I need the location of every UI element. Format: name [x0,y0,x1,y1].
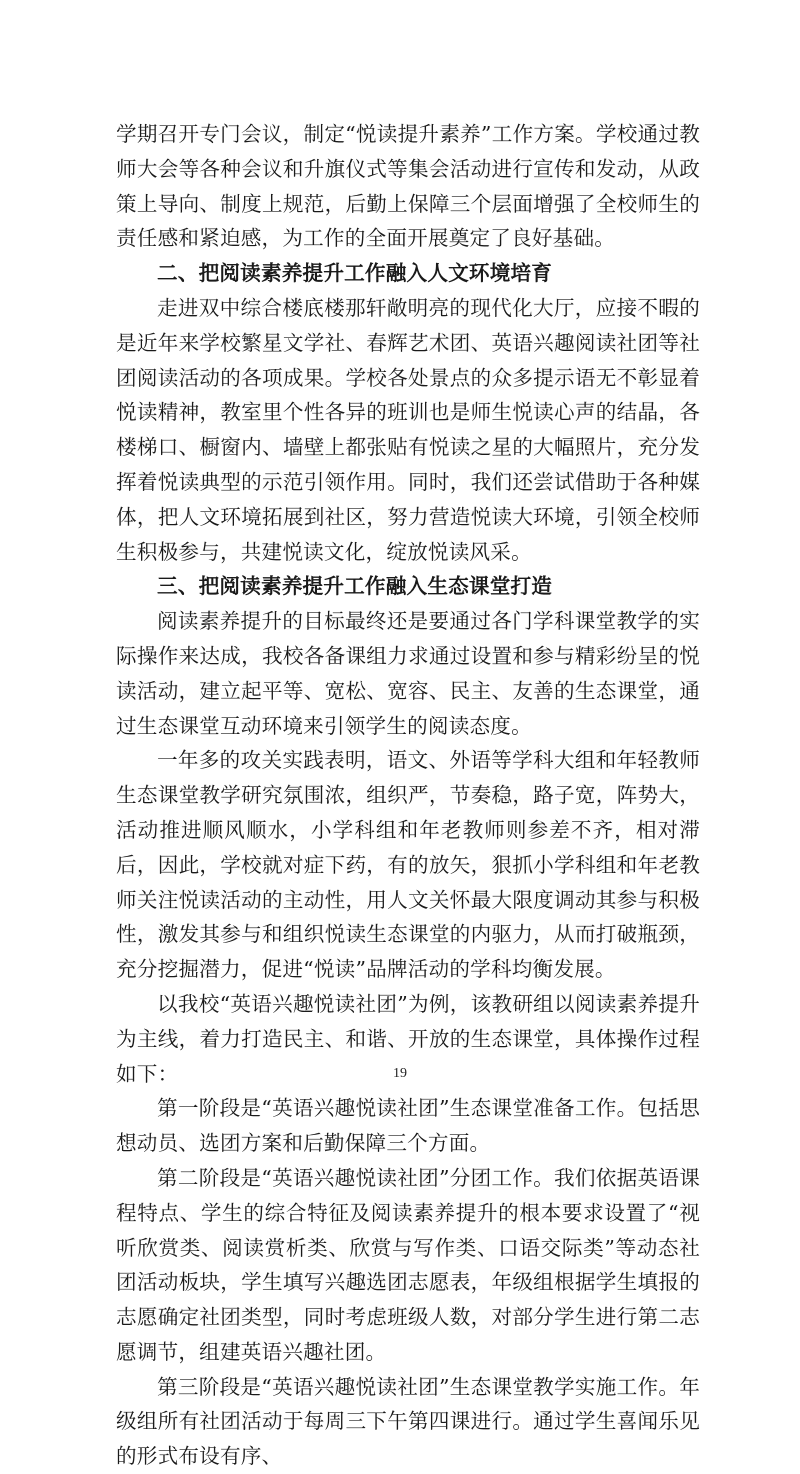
document-body [116,117,700,1474]
paragraph-1: 学期召开专门会议，制定“悦读提升素养”工作方案。学校通过教师大会等各种会议和升旗仪式等集会活动进行宣传和发动，从政策上导向、制度上规范，后勤上保障三个层面增强了全校师生的责任感和紧迫感，为工作的全面开展奠定了良好基础。 [116,122,700,251]
paragraph-4: 一年多的攻关实践表明，语文、外语等学科大组和年轻教师生态课堂教学研究氛围浓，组织严，节奏稳，路子宽，阵势大，活动推进顺风顺水，小学科组和年老教师则参差不齐，相对滞后，因此，学校就对症下药，有的放矢，狠抓小学科组和年老教师关注悦读活动的主动性，用人文关怀最大限度调动其参与积极性，激发其参与和组织悦读生态课堂的内驱力，从而打破瓶颈，充分挖掘潜力，促进“悦读”品牌活动的学科均衡发展。 [116,748,700,982]
paragraph-3: 阅读素养提升的目标最终还是要通过各门学科课堂教学的实际操作来达成，我校各备课组力求通过设置和参与精彩纷呈的悦读活动，建立起平等、宽松、宽容、民主、友善的生态课堂，通过生态课堂互动环境来引领学生的阅读态度。 [116,609,700,738]
paragraph-2: 走进双中综合楼底楼那轩敞明亮的现代化大厅，应接不暇的是近年来学校繁星文学社、春辉艺术团、英语兴趣阅读社团等社团阅读活动的各项成果。学校各处景点的众多提示语无不彰显着悦读精神，教室里个性各异的班训也是师生悦读心声的结晶，各楼梯口、橱窗内、墙壁上都张贴有悦读之星的大幅照片，充分发挥着悦读典型的示范引领作用。同时，我们还尝试借助于各种媒体，把人文环境拓展到社区，努力营造悦读大环境，引领全校师生积极参与，共建悦读文化，绽放悦读风采。 [116,295,700,564]
section-heading-2: 二、把阅读素养提升工作融入人文环境培育 [157,261,553,286]
paragraph-5: 以我校“英语兴趣悦读社团”为例，该教研组以阅读素养提升为主线，着力打造民主、和谐、开放的生态课堂，具体操作过程如下： [116,991,700,1086]
page-number: 19 [393,1066,407,1081]
paragraph-6: 第一阶段是“英语兴趣悦读社团”生态课堂准备工作。包括思想动员、选团方案和后勤保障三个方面。 [116,1096,700,1156]
paragraph-8: 第三阶段是“英语兴趣悦读社团”生态课堂教学实施工作。年级组所有社团活动于每周三下午第四课进行。通过学生喜闻乐见的形式布设有序、 [116,1374,700,1469]
section-heading-3: 三、把阅读素养提升工作融入生态课堂打造 [157,574,553,599]
paragraph-7: 第二阶段是“英语兴趣悦读社团”分团工作。我们依据英语课程特点、学生的综合特征及阅读素养提升的根本要求设置了“视听欣赏类、阅读赏析类、欣赏与写作类、口语交际类”等动态社团活动板块，学生填写兴趣选团志愿表，年级组根据学生填报的志愿确定社团类型，同时考虑班级人数，对部分学生进行第二志愿调节，组建英语兴趣社团。 [116,1165,700,1364]
